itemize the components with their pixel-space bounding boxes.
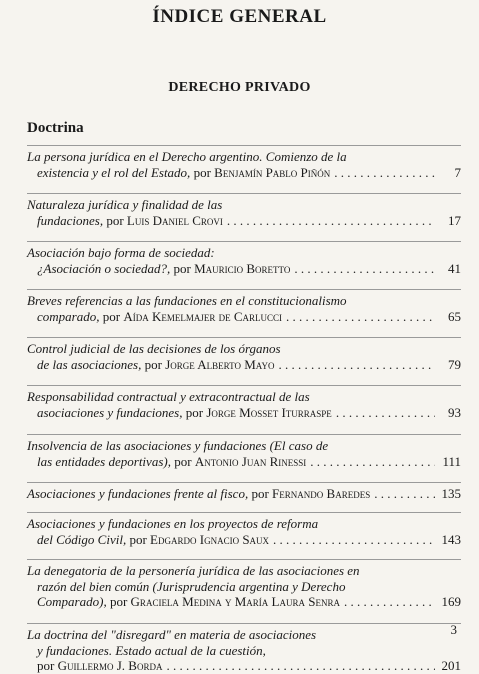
toc-entry-author: Graciela Medina y María Laura Senra [130,594,340,609]
toc-entry-line [27,389,461,405]
toc-entry-title: fundaciones, [37,212,104,228]
toc-entry-line [27,245,461,261]
toc-entry-line [27,293,461,309]
toc-entry-by: por [129,531,147,547]
toc-entry-title: y fundaciones. Estado actual de la cuestión, [37,642,266,658]
toc-entry-author: Jorge Mosset Iturraspe [206,404,332,420]
toc-entry-line [27,579,461,595]
toc-entry-by: por [109,594,128,609]
toc-entry-title: existencia y el rol del Estado, [37,164,191,180]
dot-leader [336,405,435,421]
toc-entry[interactable] [27,193,461,228]
toc-entry-by: por [174,453,192,469]
toc-entry-line [27,486,461,502]
toc-entry-author: Edgardo Ignacio Saux [150,531,270,547]
toc-entry-line [27,213,461,229]
toc-entry-author: Aída Kemelmajer de Carlucci [123,308,283,324]
toc-entry-title: Insolvencia de las asociaciones y fundaciones (El caso de [27,438,329,453]
toc-entry-page: 201 [441,658,461,673]
toc-entry-line [27,594,461,610]
dot-leader [344,594,435,610]
toc-entry-title: razón del bien común (Jurisprudencia argentina y Derecho [37,578,346,594]
toc-entry-page: 7 [454,164,461,180]
toc-entry-line [27,532,461,548]
toc-entry-title: Asociaciones y fundaciones frente al fisco, [27,486,249,501]
toc-entry[interactable] [27,145,461,180]
toc-entry-by: por [185,404,204,420]
toc-entry-author: Antonio Juan Rinessi [194,453,307,469]
toc-entry-by: por [251,486,269,501]
toc-entry-author: Benjamín Pablo Piñón [214,164,331,180]
toc-entry-page: 41 [448,260,461,276]
dot-leader [273,532,435,548]
toc-entry[interactable] [27,241,461,276]
toc-entry-author: Mauricio Boretto [194,260,291,276]
toc-entry[interactable] [27,482,461,502]
toc-entry-title: Responsabilidad contractual y extracontractual de las [27,389,310,404]
toc-entry-title: asociaciones y fundaciones, [37,404,183,420]
toc-entry-page: 169 [441,594,461,609]
toc-entry-by: por [193,164,211,180]
toc-entry[interactable] [27,434,461,469]
toc-entry-page: 143 [441,531,461,547]
toc-entry-author: Fernando Baredes [272,486,371,501]
toc-entry-line [27,516,461,532]
toc-entry-line [27,405,461,421]
toc-entry-line [27,357,461,373]
toc-entry-line [27,341,461,357]
toc-entry-by: por [102,308,121,324]
dot-leader [310,454,435,470]
toc-entry[interactable] [27,559,461,610]
toc-entry-page: 111 [442,453,461,469]
subsection-title: Doctrina [27,120,84,136]
dot-leader [294,261,435,277]
dot-leader [227,213,435,229]
toc-entry-title: comparado, [37,308,100,324]
toc-entry-by: por [144,356,162,372]
toc-entry[interactable] [27,385,461,420]
page-title: ÍNDICE GENERAL [152,6,327,27]
toc-entry-line [27,643,461,659]
toc-entry-line [27,261,461,277]
toc-entry[interactable] [27,289,461,324]
toc-entry-author: Guillermo J. Borda [57,658,163,673]
toc-entry-title: Control judicial de las decisiones de los órganos [27,341,281,356]
toc-entry-author: Jorge Alberto Mayo [165,356,275,372]
toc-entry-page: 135 [441,486,461,501]
toc-entry-page: 93 [448,404,461,420]
toc-entry-by: por [37,658,55,673]
toc-entry-by: por [106,212,124,228]
toc-entry[interactable] [27,337,461,372]
dot-leader [374,486,435,502]
toc-entry-title: La denegatoria de la personería jurídica de las asociaciones en [27,563,360,578]
toc-entry-line [27,454,461,470]
section-title: DERECHO PRIVADO [168,80,311,95]
dot-leader [166,658,435,674]
dot-leader [334,165,435,181]
toc-entry-title: Naturaleza jurídica y finalidad de las [27,197,223,212]
toc-entry-title: Comparado), [37,594,107,609]
toc-entry-line [27,658,461,674]
toc-entry-line [27,627,461,643]
dot-leader [278,357,435,373]
toc-entry-title: Asociaciones y fundaciones en los proyectos de reforma [27,516,319,531]
toc-entry-line [27,438,461,454]
toc-entry-author: Luis Daniel Crovi [126,212,223,228]
toc-entry-title: de las asociaciones, [37,356,142,372]
toc-entry-line [27,309,461,325]
toc-entry-title: las entidades deportivas), [37,453,171,469]
toc-entry-title: La persona jurídica en el Derecho argentino. Comienzo de la [27,149,347,164]
toc-entry-title: La doctrina del "disregard" en materia de asociaciones [27,627,317,642]
toc-entry-page: 17 [448,212,461,228]
toc-entry[interactable] [27,512,461,547]
toc-entry-by: por [173,260,191,276]
toc-entry[interactable] [27,623,461,674]
toc-entry-title: del Código Civil, [37,531,127,547]
toc-entry-line [27,165,461,181]
toc-entry-line [27,563,461,579]
toc-entry-title: ¿Asociación o sociedad?, [37,260,171,276]
dot-leader [286,309,435,325]
toc-entry-title: Asociación bajo forma de sociedad: [27,245,215,260]
toc-entry-line [27,149,461,165]
toc-entry-line [27,197,461,213]
toc-entry-page: 65 [448,308,461,324]
page-number: 3 [450,622,457,637]
toc-entry-page: 79 [448,356,461,372]
toc-entry-title: Breves referencias a las fundaciones en el constitucionalismo [27,293,347,308]
